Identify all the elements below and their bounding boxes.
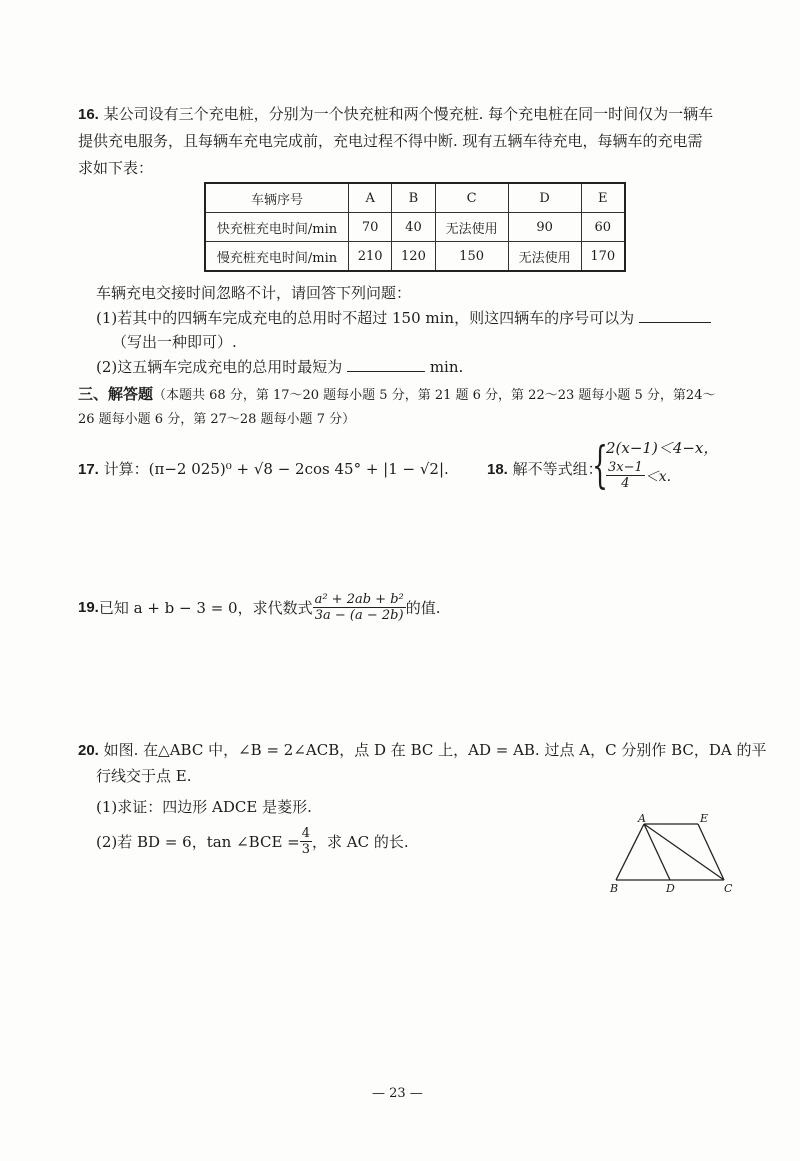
answer-blank[interactable] [639,322,711,323]
table-cell: B [392,183,435,213]
q18-text: 解不等式组： [512,460,603,478]
table-cell: C [435,183,508,213]
q18-number: 18. [487,461,508,478]
q16-part2-unit: min. [429,358,464,376]
q17-number: 17. [78,461,99,478]
q18-frac-den: 4 [621,476,630,491]
q16-line2: 提供充电服务，且每辆车充电完成前，充电过程不得中断. 现有五辆车待充电，每辆车的充电需 [78,132,703,150]
q16-note: 车辆充电交接时间忽略不计，请回答下列问题： [96,284,412,302]
q16-line1 [78,104,713,125]
q19 [78,592,441,623]
table-cell: 150 [435,242,508,272]
q20-part2 [96,826,409,857]
q20-fraction [300,826,312,857]
section-3-title: 三、解答题 [78,385,154,403]
q16-part1 [96,308,711,328]
label-D: D [666,882,675,895]
table-row [205,213,625,242]
table-cell: 慢充桩充电时间/min [205,242,349,272]
q19-frac-den: 3a − (a − 2b) [314,608,404,623]
q20-number: 20. [78,742,99,759]
system-brace: { [592,436,608,494]
section-3-desc: （本题共 68 分，第 17～20 题每小题 5 分，第 21 题 6 分，第 22～23 题每小题 5 分，第24～ [153,388,716,403]
label-A: A [638,812,646,825]
table-cell: 210 [349,242,392,272]
q20-part1: (1)求证：四边形 ADCE 是菱形. [96,798,312,816]
q18-frac-num: 3x−1 [608,460,643,475]
table-cell: 60 [581,213,625,242]
q16-part1-cont: （写出一种即可）. [112,333,237,351]
label-C: C [724,882,733,895]
charging-table [204,182,626,272]
table-row [205,242,625,272]
q20-line1 [78,740,767,761]
table-cell: D [508,183,581,213]
table-cell: 40 [392,213,435,242]
q19-frac-num: a² + 2ab + b² [314,592,404,607]
q18-ineq-1: 2(x−1)＜4−x， [606,439,719,457]
q17-text: 计算：(π−2 025)⁰ + √8 − 2cos 45° + |1 − √2|. [103,460,449,478]
rhombus-figure [600,812,750,902]
q19-fraction [313,592,406,623]
q16-number: 16. [78,106,99,123]
section-3-heading [78,384,715,406]
q20-part2-text: (2)若 BD = 6，tan ∠BCE = [96,832,300,851]
label-B: B [610,882,619,895]
q20-frac-den: 3 [301,842,311,857]
q18 [487,459,603,480]
table-cell: 无法使用 [508,242,581,272]
table-cell: 90 [508,213,581,242]
label-E: E [700,812,709,825]
q20-line2: 行线交于点 E. [96,767,192,785]
segment-AC [644,824,724,880]
table-cell: 120 [392,242,435,272]
page-number: — 23 — [372,1086,423,1101]
table-cell: E [581,183,625,213]
q20-text-1: 如图. 在△ABC 中，∠B = 2∠ACB，点 D 在 BC 上，AD = AB. 过点 A，C 分别作 BC，DA 的平 [103,741,767,759]
q19-number: 19. [78,598,99,616]
q18-fraction [606,460,645,491]
table-cell: 70 [349,213,392,242]
q18-ineq-2-rest: ＜x. [644,468,672,485]
q20-frac-num: 4 [301,826,311,841]
answer-blank[interactable] [347,371,425,372]
q16-part1-text: (1)若其中的四辆车完成充电的总用时不超过 150 min，则这四辆车的序号可以为 [96,309,635,327]
table-cell: 无法使用 [435,213,508,242]
table-cell: 快充桩充电时间/min [205,213,349,242]
q17 [78,459,449,480]
q19-post: 的值. [405,598,441,617]
q16-line3: 求如下表： [78,159,154,177]
table-header-row [205,183,625,213]
segment-AB [616,824,644,880]
q18-ineq-2 [606,460,671,491]
table-cell: 车辆序号 [205,183,349,213]
table-cell: 170 [581,242,625,272]
q16-text-1: 某公司设有三个充电桩，分别为一个快充桩和两个慢充桩. 每个充电桩在同一时间仅为一辆车 [103,105,714,123]
q16-part2 [96,357,463,377]
q20-part2-rest: ，求 AC 的长. [312,832,409,851]
table-cell: A [349,183,392,213]
q19-pre: 已知 a + b − 3 = 0，求代数式 [98,598,313,617]
section-3-desc-2: 26 题每小题 6 分，第 27～28 题每小题 7 分） [78,412,356,427]
q16-part2-text: (2)这五辆车完成充电的总用时最短为 [96,358,343,376]
